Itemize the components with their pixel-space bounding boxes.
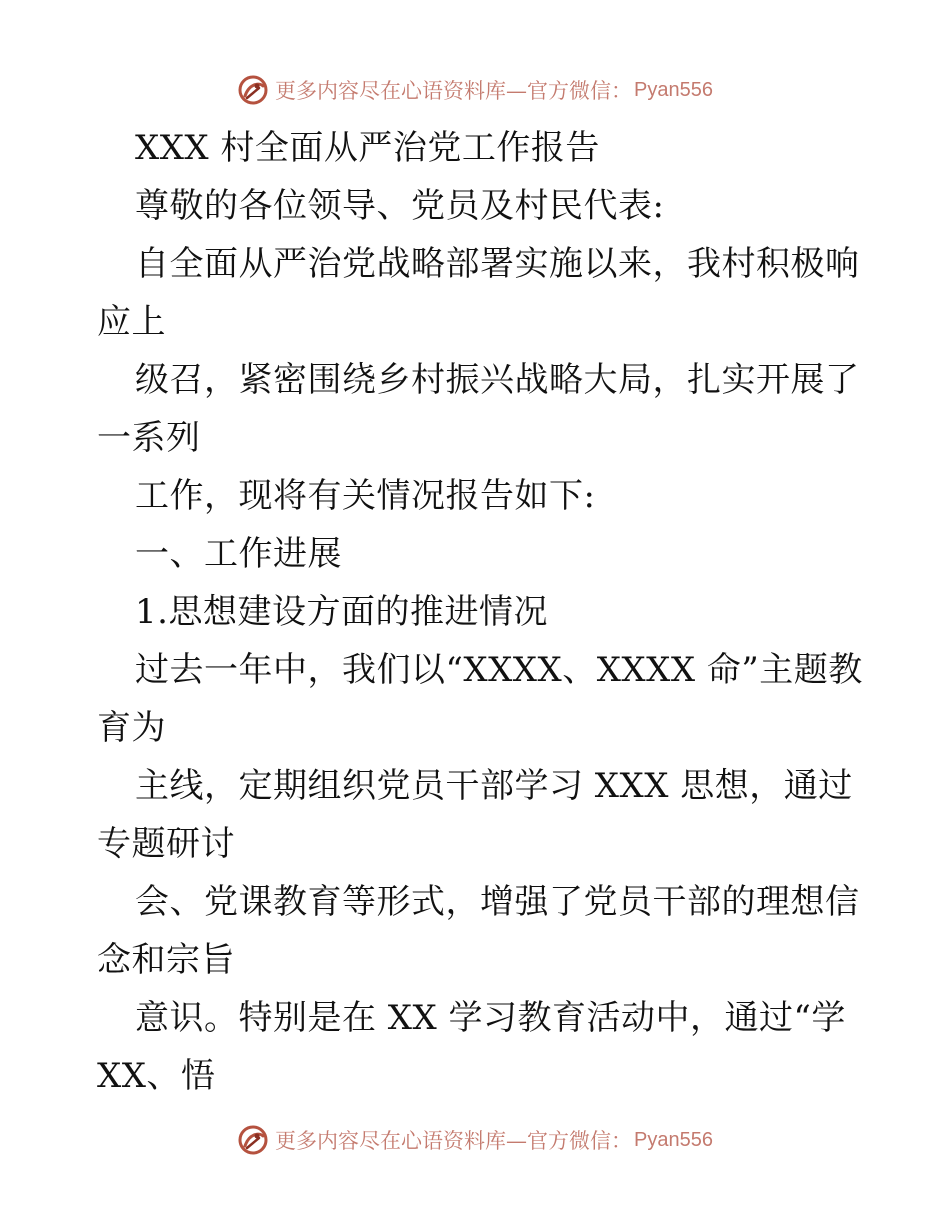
paragraph-line: 意识。特别是在 XX 学习教育活动中，通过“学 <box>135 998 846 1038</box>
header-watermark-banner <box>0 72 950 108</box>
footer-watermark-banner <box>0 1122 950 1158</box>
banner-text: 更多内容尽在心语资料库—官方微信： <box>275 1129 633 1153</box>
paragraph-line: 自全面从严治党战略部署实施以来，我村积极响 <box>135 244 860 284</box>
paragraph-line: 应上 <box>97 302 166 342</box>
paragraph-line: 会、党课教育等形式，增强了党员干部的理想信 <box>135 882 860 922</box>
banner-wechat-account: Pyan556 <box>634 78 713 101</box>
paragraph-line: 一系列 <box>97 418 201 458</box>
paragraph-line: 育为 <box>97 708 166 748</box>
paragraph-line: 过去一年中，我们以“XXXX、XXXX 命”主题教 <box>135 650 863 690</box>
subsection-heading: 1.思想建设方面的推进情况 <box>135 592 548 632</box>
paragraph-line: XX、悟 <box>97 1056 216 1096</box>
paragraph-line: 专题研讨 <box>97 824 235 864</box>
red-swirl-logo-icon <box>237 1124 269 1156</box>
paragraph-line: 主线，定期组织党员干部学习 XXX 思想，通过 <box>135 766 853 806</box>
banner-text: 更多内容尽在心语资料库—官方微信： <box>275 79 633 103</box>
section-heading: 一、工作进展 <box>135 534 342 574</box>
salutation: 尊敬的各位领导、党员及村民代表: <box>135 186 665 226</box>
document-title: XXX 村全面从严治党工作报告 <box>135 128 600 168</box>
red-swirl-logo-icon <box>237 74 269 106</box>
banner-wechat-account: Pyan556 <box>634 1128 713 1151</box>
paragraph-line: 级召，紧密围绕乡村振兴战略大局，扎实开展了 <box>135 360 860 400</box>
paragraph-line: 念和宗旨 <box>97 940 235 980</box>
paragraph-line: 工作，现将有关情况报告如下: <box>135 476 596 516</box>
